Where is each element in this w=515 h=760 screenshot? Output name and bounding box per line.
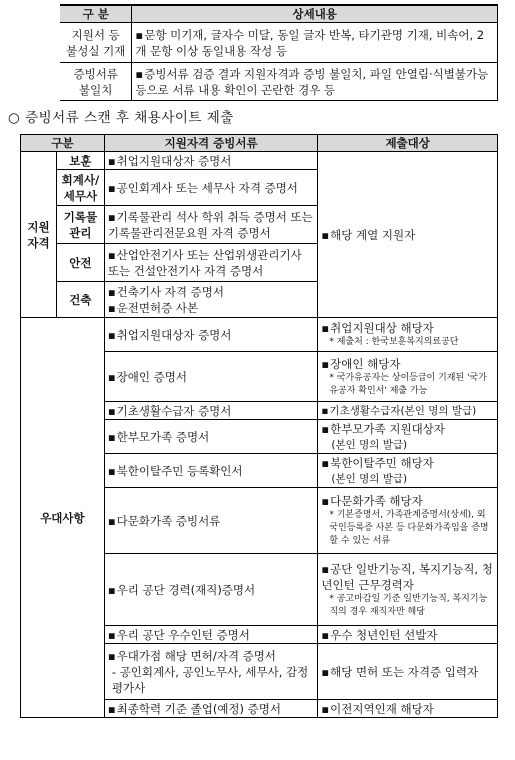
- doc-subitem: - 공인회계사, 공인노무사, 세무사, 감정평가사: [111, 664, 309, 695]
- col-header-target: 제출대상: [318, 135, 498, 152]
- group-label: 지원 자격: [21, 152, 57, 318]
- doc-cell: ▪ 북한이탈주민 등록확인서: [104, 454, 318, 488]
- target-note: * 제출처 : 한국보훈복지의료공단: [329, 337, 459, 347]
- target-cell: ▪ 이전지역인재 해당자: [318, 700, 498, 718]
- doc-cell: ▪ 공인회계사 또는 세무사 자격 증명서: [104, 170, 318, 206]
- target-note: * 공고마감일 기준 일반기능직, 복지기능직의 경우 재직자만 해당: [329, 593, 488, 617]
- target-cell: [318, 318, 498, 352]
- target-note: (본인 명의 발급): [331, 472, 408, 485]
- category-label: 회계사/ 세무사: [56, 170, 104, 206]
- doc-cell: ▪ 기초생활수급자 증명서: [104, 402, 318, 420]
- target-note: * 기본증명서, 가족관계증명서(상세), 외국인등록증 사본 등 다문화가족임을 증명할 수 있는 서류: [329, 510, 489, 546]
- row-content: ▪ 증빙서류 검증 결과 지원자격과 증빙 불일치, 파일 안열림·식별불가능 등으로 서류 내용 확인이 곤란한 경우 등: [132, 63, 498, 101]
- row-label: 증빙서류 불일치: [60, 63, 132, 101]
- target-item: ▪ 한부모가족 지원대상자: [321, 421, 494, 437]
- target-item: ▪ 북한이탈주민 해당자: [321, 455, 494, 471]
- target-note: (본인 명의 발급): [331, 438, 408, 451]
- target-item: ▪ 장애인 해당자: [321, 356, 494, 372]
- doc-item: ▪ 우대가점 해당 면허/자격 증명서: [108, 648, 315, 664]
- doc-cell: ▪ 다문화가족 증빙서류: [104, 488, 318, 554]
- col-header-documents: 지원자격 증빙서류: [104, 135, 318, 152]
- category-label: 건축: [56, 282, 104, 318]
- doc-item: ▪ 건축기사 자격 증명서: [108, 284, 315, 300]
- doc-cell: [104, 282, 318, 318]
- doc-cell: ▪ 우리 공단 경력(재직)증명서: [104, 554, 318, 626]
- target-cell: ▪ 해당 계열 지원자: [318, 152, 498, 318]
- category-label: 보훈: [56, 152, 104, 170]
- target-cell: [318, 454, 498, 488]
- target-note: * 국가유공자는 상이등급이 기재된 '국가유공자 확인서' 제출 가능: [329, 372, 487, 396]
- target-item: ▪ 취업지원대상 해당자: [321, 320, 494, 336]
- target-cell: ▪ 해당 면허 또는 자격증 입력자: [318, 644, 498, 700]
- target-item: ▪ 공단 일반기능직, 복지기능직, 청년인턴 근무경력자: [321, 561, 494, 593]
- row-label: 지원서 등 불성실 기재: [60, 23, 132, 63]
- criteria-table: [60, 4, 498, 101]
- group-label: 우대사항: [21, 318, 105, 718]
- col-header-category: 구 분: [60, 5, 132, 23]
- section-title: ○ 증빙서류 스캔 후 채용사이트 제출: [8, 110, 234, 126]
- doc-cell: ▪ 취업지원대상자 증명서: [104, 318, 318, 352]
- documents-table: [20, 134, 498, 718]
- row-content: ▪ 문항 미기재, 글자수 미달, 동일 글자 반복, 타기관명 기재, 비속어, 2개 문항 이상 동일내용 작성 등: [132, 23, 498, 63]
- target-cell: [318, 554, 498, 626]
- doc-cell: ▪ 한부모가족 증명서: [104, 420, 318, 454]
- doc-cell: ▪ 최종학력 기준 졸업(예정) 증명서: [104, 700, 318, 718]
- target-cell: [318, 352, 498, 402]
- doc-cell: ▪ 산업안전기사 또는 산업위생관리기사 또는 건설안전기사 자격 증명서: [104, 244, 318, 282]
- doc-cell: ▪ 취업지원대상자 증명서: [104, 152, 318, 170]
- target-cell: [318, 488, 498, 554]
- target-cell: ▪ 우수 청년인턴 선발자: [318, 626, 498, 644]
- doc-cell: ▪ 기록물관리 석사 학위 취득 증명서 또는 기록물관리전문요원 자격 증명서: [104, 206, 318, 244]
- category-label: 안전: [56, 244, 104, 282]
- doc-item: ▪ 운전면허증 사본: [108, 300, 315, 316]
- col-header-detail: 상세내용: [132, 5, 498, 23]
- doc-cell: [104, 644, 318, 700]
- doc-cell: ▪ 장애인 증명서: [104, 352, 318, 402]
- target-cell: ▪ 기초생활수급자(본인 명의 발급): [318, 402, 498, 420]
- category-label: 기록물 관리: [56, 206, 104, 244]
- col-header-category: 구분: [21, 135, 105, 152]
- doc-cell: ▪ 우리 공단 우수인턴 증명서: [104, 626, 318, 644]
- target-cell: [318, 420, 498, 454]
- target-item: ▪ 다문화가족 해당자: [321, 493, 494, 509]
